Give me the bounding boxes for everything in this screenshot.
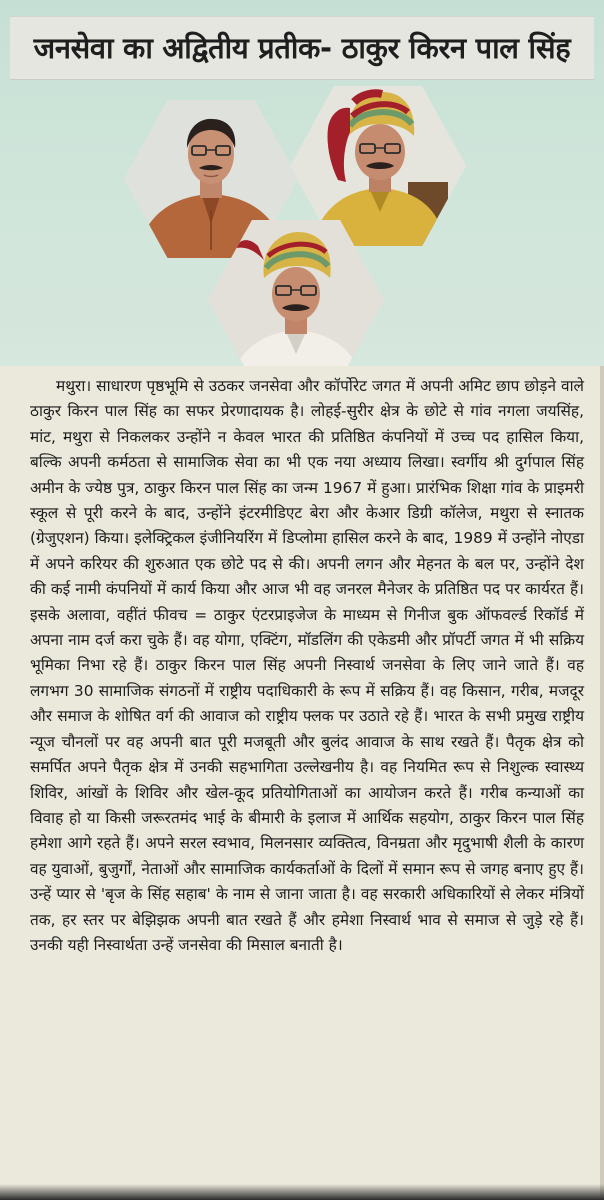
bottom-edge-shadow: [0, 1184, 604, 1200]
headline-band: [10, 16, 594, 80]
header-area: [0, 0, 604, 366]
article-text: मथुरा। साधारण पृष्ठभूमि से उठकर जनसेवा और कॉर्पोरेट जगत में अपनी अमिट छाप छोड़ने वाले ठाकुर किरन पाल सिंह का सफर प्रेरणादायक है। लोहई-सुरीर क्षेत्र के छोटे से गांव नगला जयसिंह, मांट, मथुरा से निकलकर उन्होंने न केवल भारत की प्रतिष्ठित कंपनियों में उच्च पद हासिल किया, बल्कि अपनी कर्मठता से सामाजिक सेवा का भी एक नया अध्याय लिखा। स्वर्गीय श्री दुर्गपाल सिंह अमीन के ज्येष्ठ पुत्र, ठाकुर किरन पाल सिंह का जन्म 1967 में हुआ। प्रारंभिक शिक्षा गांव के प्राइमरी स्कूल से पूरी करने के बाद, उन्होंने इंटरमीडिएट बेरा और केआर डिग्री कॉलेज, मथुरा से स्नातक (ग्रेजुएशन) किया। इलेक्ट्रिकल इंजीनियरिंग में डिप्लोमा हासिल करने के बाद, 1989 में उन्होंने नोएडा में अपने करियर की शुरुआत एक छोटे पद से की। अपनी लगन और मेहनत के बल पर, उन्होंने देश की कई नामी कंपनियों में कार्य किया और आज भी वह जनरल मैनेजर के प्रतिष्ठित पद पर कार्यरत हैं। इसके अलावा, वहींतं फीवच = ठाकुर एंटरप्राइजेज के माध्यम से गिनीज बुक ऑफवर्ल्ड रिकॉर्ड में अपना नाम दर्ज करा चुके हैं। वह योगा, एक्टिंग, मॉडलिंग की एकेडमी और प्रॉपर्टी जगत में भी सक्रिय भूमिका निभा रहे हैं। ठाकुर किरन पाल सिंह अपनी निस्वार्थ जनसेवा के लिए जाने जाते हैं। वह लगभग 30 सामाजिक संगठनों में राष्ट्रीय पदाधिकारी के रूप में सक्रिय हैं। वह किसान, गरीब, मजदूर और समाज के शोषित वर्ग की आवाज को राष्ट्रीय फ्लक पर उठाते रहे हैं। भारत के सभी प्रमुख राष्ट्रीय न्यूज चौनलों पर वह अपनी बात पूरी मजबूती और बुलंद आवाज के साथ रखते हैं। पैतृक क्षेत्र को समर्पित अपने पैतृक क्षेत्र में उनकी सहभागिता उल्लेखनीय है। वह नियमित रूप से निशुल्क स्वास्थ्य शिविर, आंखों के शिविर और खेल-कूद प्रतियोगिताओं का आयोजन करते हैं। गरीब कन्याओं का विवाह हो या किसी जरूरतमंद भाई के बीमारी के इलाज में आर्थिक सहयोग, ठाकुर किरन पाल सिंह हमेशा आगे रहते हैं। अपने सरल स्वभाव, मिलनसार व्यक्तित्व, विनम्रता और मृदुभाषी शैली के कारण वह युवाओं, बुजुर्गों, नेताओं और सामाजिक कार्यकर्ताओं के दिलों में समान रूप से जगह बनाए हुए हैं। उन्हें प्यार से 'बृज के सिंह सहाब' के नाम से जाना जाता है। वह सरकारी अधिकारियों से लेकर मंत्रियों तक, हर स्तर पर बेझिझक अपनी बात रखते हैं और हमेशा निस्वार्थ भाव से समाज से जुड़े रहे हैं। उनकी यही निस्वार्थता उन्हें जनसेवा की मिसाल बनाती है।: [30, 377, 584, 954]
article-body: [30, 374, 584, 958]
photo-collage: [0, 80, 604, 370]
paper-edge: [600, 366, 604, 1200]
headline: जनसेवा का अद्वितीय प्रतीक- ठाकुर किरन पाल सिंह: [33, 31, 571, 65]
